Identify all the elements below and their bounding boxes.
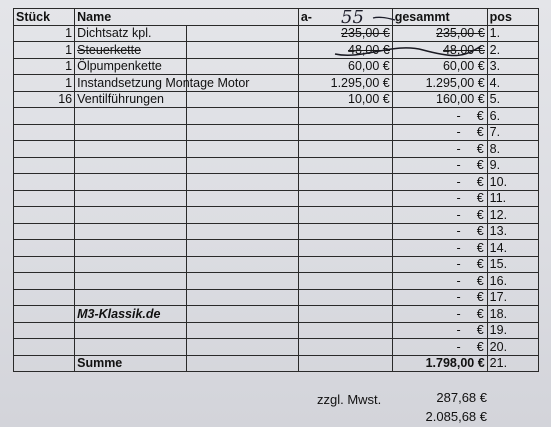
row-total [392,240,487,257]
table-row [14,273,539,290]
row-qty [14,322,75,339]
row-unit-price [298,141,392,158]
row-pos: 15. [487,256,538,273]
row-total-dash: - [456,158,461,173]
row-name [75,240,187,257]
handwritten-dash [373,17,395,20]
vat-value: 287,68 € [436,390,487,405]
row-name [75,141,187,158]
row-pos: 20. [487,339,538,356]
row-total-dash: - [456,141,461,156]
table-row [14,190,539,207]
row-unit-price [298,157,392,174]
row-qty: 1 [14,75,75,92]
row-qty [14,339,75,356]
row-name [75,306,187,323]
row-gap-cell [186,256,298,273]
row-qty [14,240,75,257]
row-name [75,124,187,141]
table-row [14,207,539,224]
row-unit-price [298,273,392,290]
row-total-currency: € [476,323,484,338]
table-row [14,108,539,125]
row-total [392,174,487,191]
vat-label: zzgl. Mwst. [317,392,382,407]
row-total-dash: - [456,191,461,206]
grand-total: 2.085,68 € [425,409,487,424]
row-pos: 6. [487,108,538,125]
table-body [14,25,539,355]
row-total [392,273,487,290]
row-pos: 10. [487,174,538,191]
row-name [75,174,187,191]
table-row [14,306,539,323]
row-pos: 13. [487,223,538,240]
row-total-dash: - [456,339,461,354]
summary-pos: 21. [487,355,538,372]
row-total-text: 235,00 € [436,26,485,41]
row-gap-cell [186,240,298,257]
row-name [75,157,187,174]
row-name [75,273,187,290]
handwritten-price-text: 55 [341,7,364,28]
header-pos: pos [487,9,538,26]
row-total-dash: - [456,207,461,222]
table-header-row [14,9,539,26]
row-unit-price [298,339,392,356]
row-total [392,223,487,240]
row-total [392,339,487,356]
handwritten-price-annotation [337,6,397,30]
row-total-dash: - [456,224,461,239]
row-unit-price [298,207,392,224]
row-total-currency: € [476,125,484,140]
row-name-text: Dichtsatz kpl. [77,26,152,41]
row-total-dash: - [456,174,461,189]
row-qty [14,108,75,125]
row-gap-cell [186,124,298,141]
row-name [75,58,187,75]
row-gap-cell [186,207,298,224]
table-row [14,322,539,339]
row-name [75,108,187,125]
row-pos: 14. [487,240,538,257]
row-total-dash: - [456,240,461,255]
row-gap-cell [186,223,298,240]
row-gap-cell [186,339,298,356]
row-qty [14,190,75,207]
row-qty [14,223,75,240]
row-total [392,91,487,108]
row-unit-price [298,75,392,92]
row-unit-price [298,91,392,108]
table-row [14,174,539,191]
row-unit-price [298,223,392,240]
row-gap-cell [186,108,298,125]
table-row [14,256,539,273]
summary-each-cell [298,355,392,372]
row-total [392,207,487,224]
row-pos: 8. [487,141,538,158]
row-name [75,25,187,42]
row-pos: 19. [487,322,538,339]
row-pos: 18. [487,306,538,323]
row-unit-price-text: 1.295,00 € [330,75,390,90]
row-name [75,207,187,224]
row-total-dash: - [456,108,461,123]
row-total-dash: - [456,323,461,338]
row-unit-price [298,306,392,323]
row-total-currency: € [476,207,484,222]
row-gap-cell [186,273,298,290]
row-total-currency: € [476,224,484,239]
table-row [14,240,539,257]
row-pos: 11. [487,190,538,207]
row-total-currency: € [476,290,484,305]
row-total-currency: € [476,191,484,206]
row-total-text: 48,00 € [442,42,485,57]
row-name [75,190,187,207]
row-unit-price [298,124,392,141]
row-total [392,190,487,207]
row-gap-cell [186,322,298,339]
row-total-currency: € [476,108,484,123]
table-row [14,223,539,240]
row-unit-price [298,108,392,125]
row-qty [14,141,75,158]
row-qty: 1 [14,42,75,59]
row-qty: 1 [14,25,75,42]
row-name [75,256,187,273]
row-name [75,75,250,92]
header-total: gesammt [392,9,487,26]
row-total [392,289,487,306]
row-pos: 1. [487,25,538,42]
row-qty [14,256,75,273]
row-total [392,75,487,92]
row-qty [14,157,75,174]
row-pos: 5. [487,91,538,108]
row-name [75,42,187,59]
row-unit-price-text: 60,00 € [348,59,390,74]
row-name-text: Ölpumpenkette [77,59,162,74]
row-qty [14,306,75,323]
row-pos: 9. [487,157,538,174]
row-pos: 12. [487,207,538,224]
row-pos: 7. [487,124,538,141]
row-total-currency: € [476,240,484,255]
summary-gap-cell [186,355,298,372]
row-name [75,91,187,108]
row-total-dash: - [456,125,461,140]
row-pos: 2. [487,42,538,59]
row-total-currency: € [476,257,484,272]
row-name [75,322,187,339]
row-gap-cell [186,141,298,158]
row-qty [14,174,75,191]
row-total-dash: - [456,306,461,321]
row-total-dash: - [456,273,461,288]
table-row [14,339,539,356]
row-qty [14,273,75,290]
row-unit-price [298,240,392,257]
row-qty: 1 [14,58,75,75]
table-row [14,157,539,174]
row-total-text: 160,00 € [436,92,485,107]
row-qty [14,124,75,141]
row-total-currency: € [476,339,484,354]
row-total-currency: € [476,306,484,321]
row-qty: 16 [14,91,75,108]
row-total-currency: € [476,158,484,173]
table-row [14,91,539,108]
invoice-table [13,8,539,372]
header-qty: Stück [14,9,75,26]
row-unit-price-text: 235,00 € [341,26,390,41]
row-gap-cell [186,289,298,306]
row-total-dash: - [456,257,461,272]
row-total-currency: € [476,174,484,189]
row-unit-price [298,322,392,339]
row-gap-cell [186,306,298,323]
row-gap-cell [186,58,298,75]
row-unit-price-text: 48,00 € [348,42,390,57]
row-unit-price [298,174,392,191]
row-unit-price [298,190,392,207]
table-row [14,289,539,306]
row-pos: 3. [487,58,538,75]
row-qty [14,207,75,224]
row-qty [14,289,75,306]
row-total-text: 1.295,00 € [425,75,485,90]
brand-watermark: M3-Klassik.de [77,306,161,321]
row-unit-price [298,289,392,306]
row-gap-cell [186,91,298,108]
table-row [14,124,539,141]
row-gap-cell [186,174,298,191]
row-total [392,256,487,273]
row-pos: 16. [487,273,538,290]
summary-qty-cell [14,355,75,372]
row-total [392,108,487,125]
row-total [392,141,487,158]
row-unit-price-text: 10,00 € [348,92,390,107]
row-name [75,223,187,240]
row-total [392,322,487,339]
row-name [75,339,187,356]
row-gap-cell [186,157,298,174]
row-unit-price [298,256,392,273]
row-pos: 4. [487,75,538,92]
table-row [14,75,539,92]
row-name-text: Ventilführungen [77,92,164,107]
row-gap-cell [186,190,298,207]
row-name-text: Instandsetzung Montage Motor [77,75,250,90]
header-name: Name [75,9,299,26]
handwritten-strike-mark [333,40,483,62]
row-total-currency: € [476,141,484,156]
summary-total: 1.798,00 € [392,355,487,372]
row-total [392,124,487,141]
row-pos: 17. [487,289,538,306]
row-total [392,157,487,174]
row-total-text: 60,00 € [442,59,485,74]
row-name [75,289,187,306]
row-total-dash: - [456,290,461,305]
row-gap-cell [186,42,298,59]
header-each-label: a- [300,9,312,24]
summary-label: Summe [75,355,187,372]
row-gap-cell [186,25,298,42]
row-name-text: Steuerkette [77,42,142,57]
row-total [392,306,487,323]
summary-row [14,355,539,372]
row-total-currency: € [476,273,484,288]
table-row [14,141,539,158]
